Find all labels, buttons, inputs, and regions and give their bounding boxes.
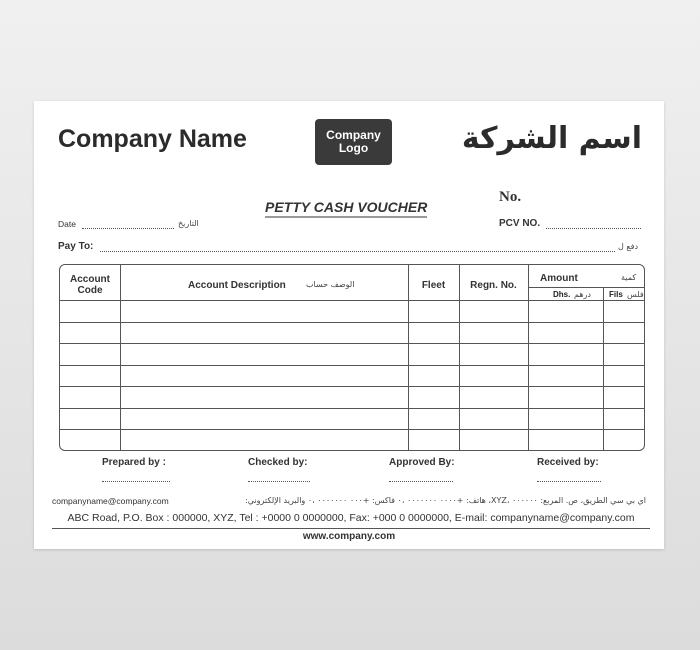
header-amount-arabic: كمية bbox=[621, 273, 637, 282]
received-by-field[interactable] bbox=[537, 477, 601, 482]
prepared-by-label: Prepared by : bbox=[102, 457, 166, 468]
row-divider bbox=[60, 386, 644, 387]
header-account-code bbox=[60, 274, 120, 296]
voucher-sheet bbox=[34, 101, 664, 549]
header-account-description: Account Description bbox=[188, 280, 286, 291]
received-by-label: Received by: bbox=[537, 457, 599, 468]
row-divider bbox=[60, 365, 644, 366]
header-dhs: Dhs. bbox=[553, 290, 571, 299]
row-divider bbox=[60, 429, 644, 430]
amount-subheader-divider bbox=[529, 287, 644, 288]
approved-by-label: Approved By: bbox=[389, 457, 455, 468]
date-field[interactable] bbox=[82, 220, 174, 229]
checked-by-field[interactable] bbox=[248, 477, 310, 482]
row-divider bbox=[60, 322, 644, 323]
col-divider bbox=[459, 265, 460, 450]
logo-line-1: Company bbox=[326, 128, 381, 142]
header-account-code-line1: Account bbox=[70, 274, 110, 285]
footer-arabic-address: اي بي سي الطريق، ص. المربع: ٠٠٠٠٠٠ ،XYZ، هاتف: +٠٠٠٠ ٠٠٠٠٠٠٠ ،٠ فاكس: +٠٠٠ ٠٠٠٠٠٠٠ ،٠ والبريد الإلكتروني: bbox=[245, 496, 646, 505]
col-divider bbox=[603, 287, 604, 450]
company-name: Company Name bbox=[58, 125, 247, 153]
voucher-number-label: No. bbox=[499, 189, 522, 205]
col-divider bbox=[528, 265, 529, 450]
pay-to-label: Pay To: bbox=[58, 241, 94, 252]
footer-arabic-address-line bbox=[52, 496, 646, 506]
pay-to-field[interactable] bbox=[100, 243, 615, 252]
header-amount: Amount bbox=[540, 273, 578, 284]
header-regn-no: Regn. No. bbox=[470, 280, 517, 291]
voucher-title: PETTY CASH VOUCHER bbox=[265, 199, 427, 218]
prepared-by-field[interactable] bbox=[102, 477, 170, 482]
footer-english-address: ABC Road, P.O. Box : 000000, XYZ, Tel : +0000 0 0000000, Fax: +000 0 0000000, E-mail: companyname@company.com bbox=[67, 512, 635, 524]
voucher-table bbox=[59, 264, 645, 451]
pcv-number-field[interactable] bbox=[546, 220, 641, 229]
row-divider bbox=[60, 343, 644, 344]
date-label: Date bbox=[58, 219, 76, 229]
footer-email: companyname@company.com bbox=[52, 496, 169, 506]
row-divider bbox=[60, 300, 644, 301]
date-label-arabic: التاريخ bbox=[178, 219, 199, 228]
footer-website: www.company.com bbox=[302, 531, 396, 542]
company-name-arabic: اسم الشركة bbox=[461, 121, 642, 156]
header-account-description-arabic: الوصف حساب bbox=[306, 280, 355, 289]
header-fleet: Fleet bbox=[421, 280, 446, 291]
company-logo bbox=[315, 119, 392, 165]
header-account-code-line2: Code bbox=[77, 285, 103, 296]
pcv-number-label: PCV NO. bbox=[499, 218, 541, 229]
logo-line-2: Logo bbox=[338, 141, 369, 155]
col-divider bbox=[408, 265, 409, 450]
header-dhs-arabic: درهم bbox=[574, 290, 591, 299]
header-fils-arabic: فلس bbox=[627, 290, 644, 299]
approved-by-field[interactable] bbox=[389, 477, 453, 482]
checked-by-label: Checked by: bbox=[248, 457, 308, 468]
header-fils: Fils bbox=[609, 290, 623, 299]
row-divider bbox=[60, 408, 644, 409]
pay-to-label-arabic: دفع ل bbox=[618, 242, 638, 251]
footer-divider bbox=[52, 528, 650, 529]
col-divider bbox=[120, 265, 121, 450]
